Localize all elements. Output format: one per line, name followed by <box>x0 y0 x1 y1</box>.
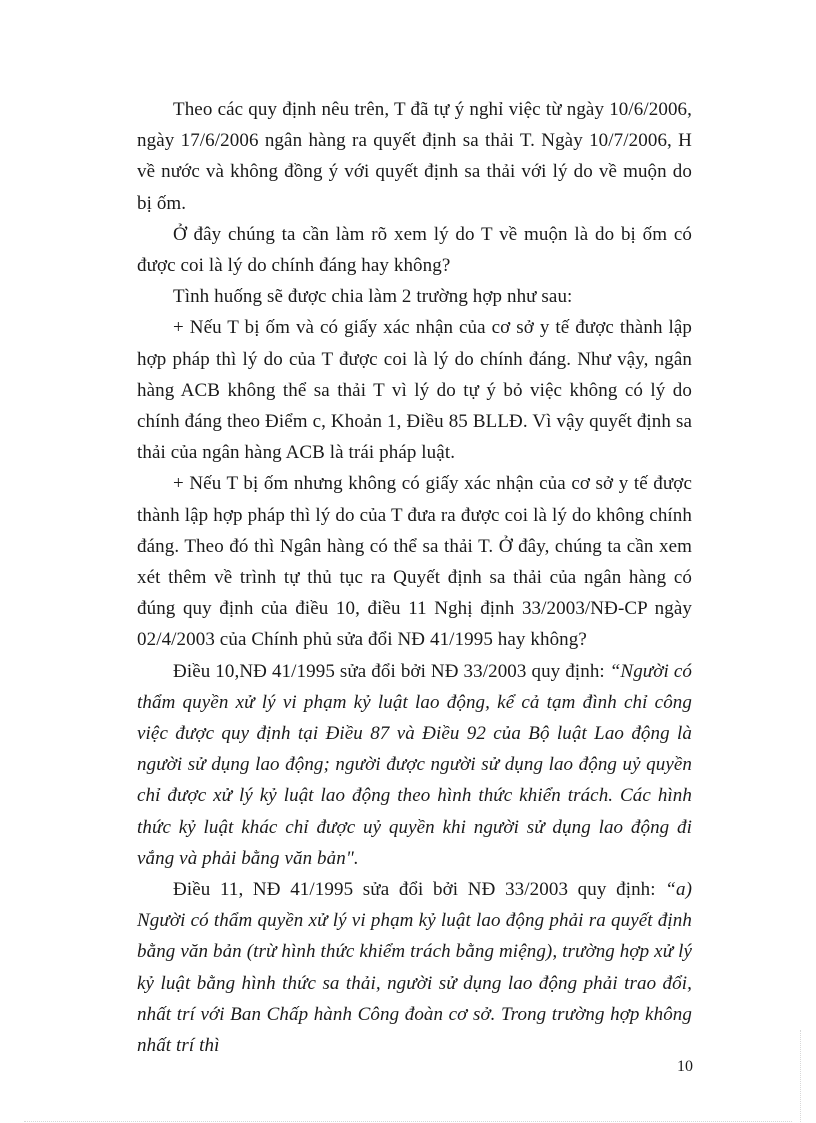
article-11-lead: Điều 11, NĐ 41/1995 sửa đổi bởi NĐ 33/2003 quy định: <box>173 879 666 901</box>
paragraph-4: + Nếu T bị ốm và có giấy xác nhận của cơ sở y tế được thành lập hợp pháp thì lý do của T được coi là lý do chính đáng. Như vậy, ngân hàng ACB không thể sa thải T vì lý do tự ý bỏ việc không có lý do chính đáng theo Điểm c, Khoản 1, Điều 85 BLLĐ. Vì vậy quyết định sa thải của ngân hàng ACB là trái pháp luật. <box>137 317 692 464</box>
page-bottom-border <box>24 1121 792 1122</box>
paragraph-7 <box>137 874 692 1061</box>
page-number: 10 <box>677 1058 693 1075</box>
paragraph-3: Tình huống sẽ được chia làm 2 trường hợp như sau: <box>173 286 573 308</box>
page-right-border <box>800 1030 801 1122</box>
article-10-quote: “Người có thẩm quyền xử lý vi phạm kỷ luật lao động, kể cả tạm đình chỉ công việc được quy định tại Điều 87 và Điều 92 của Bộ luật Lao động là người sử dụng lao động; người được người sử dụng lao động uỷ quyền chỉ được xử lý kỷ luật lao động theo hình thức khiển trách. Các hình thức kỷ luật khác chỉ được uỷ quyền khi người sử dụng lao động đi vắng và phải bằng văn bản". <box>137 660 692 869</box>
paragraph-2: Ở đây chúng ta cần làm rõ xem lý do T về muộn là do bị ốm có được coi là lý do chính đáng hay không? <box>137 223 692 277</box>
paragraph-1: Theo các quy định nêu trên, T đã tự ý nghỉ việc từ ngày 10/6/2006, ngày 17/6/2006 ngân hàng ra quyết định sa thải T. Ngày 10/7/2006, H về nước và không đồng ý với quyết định sa thải với lý do về muộn do bị ốm. <box>137 99 692 214</box>
document-body <box>137 94 692 1061</box>
paragraph-6 <box>137 656 692 874</box>
article-11-quote: “a) Người có thẩm quyền xử lý vi phạm kỷ luật lao động phải ra quyết định bằng văn bản (trừ hình thức khiểm trách bằng miệng), trường hợp xử lý kỷ luật bằng hình thức sa thải, người sử dụng lao động phải trao đổi, nhất trí với Ban Chấp hành Công đoàn cơ sở. Trong trường hợp không nhất trí thì <box>137 879 692 1057</box>
paragraph-5: + Nếu T bị ốm nhưng không có giấy xác nhận của cơ sở y tế được thành lập hợp pháp thì lý do của T đưa ra được coi là lý do không chính đáng. Theo đó thì Ngân hàng có thể sa thải T. Ở đây, chúng ta cần xem xét thêm về trình tự thủ tục ra Quyết định sa thải của ngân hàng có đúng quy định của điều 10, điều 11 Nghị định 33/2003/NĐ-CP ngày 02/4/2003 của Chính phủ sửa đổi NĐ 41/1995 hay không? <box>137 473 692 651</box>
article-10-lead: Điều 10,NĐ 41/1995 sửa đổi bởi NĐ 33/2003 quy định: <box>173 660 610 682</box>
